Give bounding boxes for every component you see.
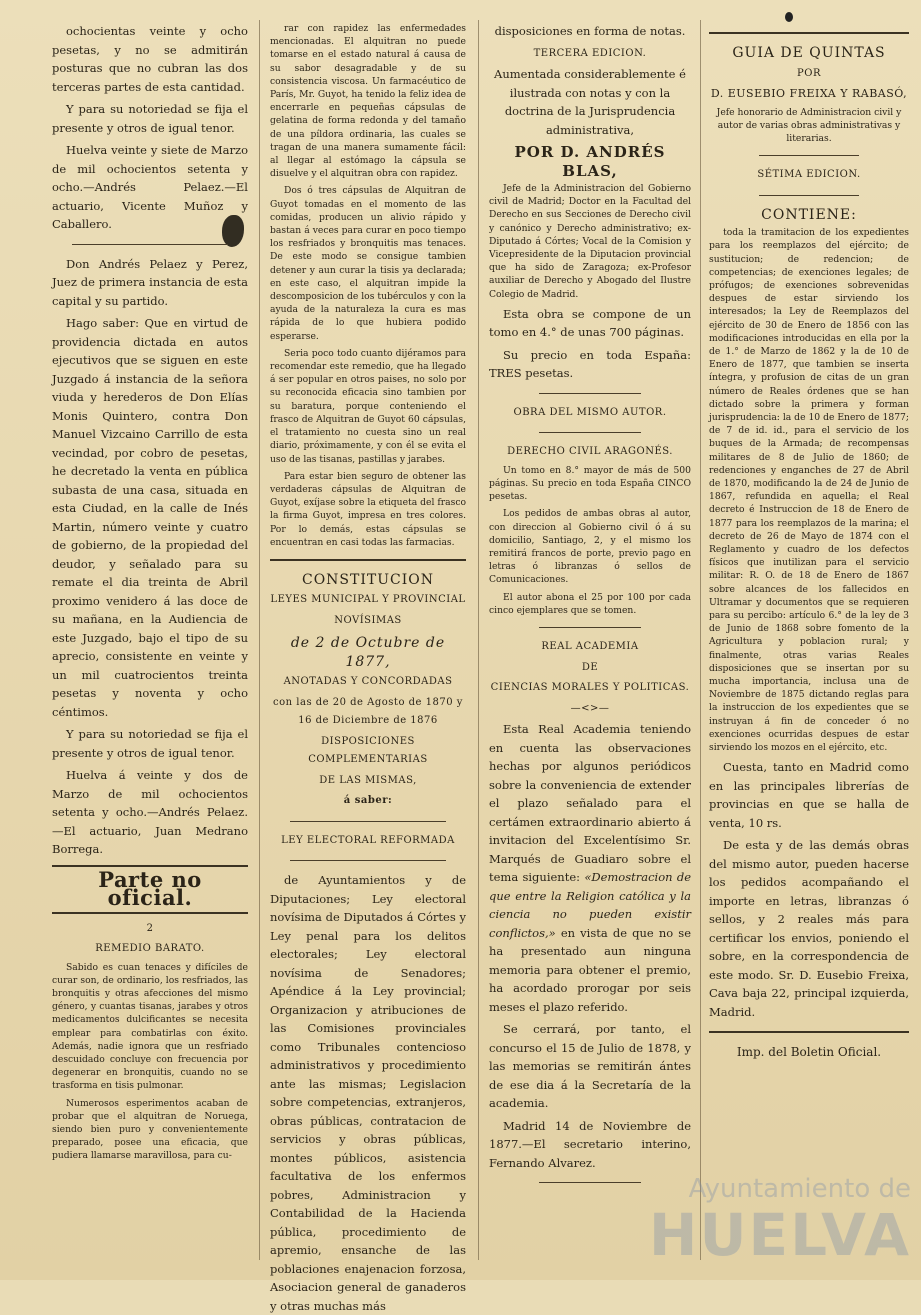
paragraph: de Ayuntamientos y de Diputaciones; Ley electoral novísima de Diputados á Córtes y Ley penal para los delitos electorales; Ley electoral novísima de Senadores; Apéndice á la Ley provincial; Organizacion y atribuciones de las Comisiones provinciales como Tribunales contencioso administrativos y procedimiento ante las mismas; Legislacion sobre competencias, extranjeros, obras públicas, contratacion de servicios y obras públicas, montes públicos, asistencia facultativa de los enfermos pobres, Administracion y Contabilidad de la Hacienda pública, procedimiento de apremio, ensanche de las poblaciones enajenacion forzosa, Asociacion general de ganaderos y otras muchas más (270, 873, 466, 1313)
ad-title: GUIA DE QUINTAS (732, 45, 886, 61)
ad-subtitle: LEY ELECTORAL REFORMADA (281, 834, 455, 846)
paragraph: Dos ó tres cápsulas de Alquitran de Guyot tomadas en el momento de las comidas, producen un alivio rápido y bastan á veces para curar en poco tiempo los resfriados y bronquitis mas tenaces. De este modo se consigue tambien detener y aun curar la tisis ya declarada; en este caso, el alquitran impide la descomposicion de los tubérculos y con la ayuda de la naturaleza la cura es mas rápida de lo que hubiera podido esperarse. (270, 185, 466, 342)
subheading: DE (581, 661, 599, 673)
ad-title: CONSTITUCION (301, 571, 434, 588)
paragraph: Numerosos esperimentos acaban de probar que el alquitran de Noruega, siendo bien puro y convenientemente preparado, posee una eficacia, que pudiera llamarse maravillosa, para cu- (52, 1097, 248, 1162)
article-number: 2 (146, 922, 154, 934)
paragraph: Y para su notoriedad se fija el presente y otros de igual tenor. (52, 727, 248, 760)
paragraph: Para estar bien seguro de obtener las verdaderas cápsulas de Alquitran de Guyot, exíjase sobre la etiqueta del frasco la firma Guyot, impresa en tres colores. Por lo demás, estas cápsulas se encuentran en casi todas las farmacias. (270, 470, 466, 548)
divider (270, 559, 466, 561)
paragraph: Cuesta, tanto en Madrid como en las principales librerías de provincias en que se halla de venta, 10 rs. (709, 760, 909, 830)
ad-subtitle: á saber: (343, 795, 393, 807)
edition: TERCERA EDICION. (533, 47, 647, 59)
column-2 (270, 22, 466, 1313)
paragraph: rar con rapidez las enfermedades mencionadas. El alquitran no puede tomarse en el estado natural á causa de su sabor desagradable y de su consistencia viscosa. Un farmacéutico de París, Mr. Guyot, ha tenido la feliz idea de encerrarle en pequeñas cápsulas de gelatina de forma redonda y del tamaño de una píldora ordinaria, las cuales se tragan de una manera sumamente fácil: al llegar al estómago la cápsula se disuelve y el alquitran obra con rapidez. (270, 23, 466, 180)
divider (759, 195, 859, 196)
column-rule (478, 20, 479, 1260)
ad-subtitle: DISPOSICIONES COMPLEMENTARIAS (308, 735, 428, 766)
divider (290, 821, 446, 822)
paragraph: Don Andrés Pelaez y Perez, Juez de primera instancia de esta capital y su partido. (52, 256, 248, 308)
paragraph: disposiciones en forma de notas. (494, 24, 686, 38)
quote: «Demostracion de que entre la Religion católica y la ciencia no pueden existir conflictos,» (489, 870, 692, 940)
divider (709, 1031, 909, 1033)
ink-dot (785, 12, 793, 22)
paragraph: El autor abona el 25 por 100 por cada cinco ejemplares que se tomen. (489, 591, 691, 616)
subheading: REAL ACADEMIA (541, 641, 639, 653)
paragraph: toda la tramitacion de los expedientes para los reemplazos del ejército; de sustitucion; de redencion; de competencias; de exenciones legales; de prófugos; de exenciones sobrevenidas despues de estar sirviendo los interesados; la Ley de Reemplazos del ejército de 30 de Enero de 1856 con las modificaciones introducidas en ella por la de 1.° de Marzo de 1862 y la de 10 de Enero de 1877, que tambien se inserta íntegra, y profusion de citas de un gran número de Reales órdenes que se han dictado sobre la primera y forman jurisprudencia: la de 10 de Enero de 1877; de 7 de id. id., para el servicio de los buques de la Armada; de recompensas militares de 8 de Julio de 1860; de redenciones y enganches de 27 de Abril de 1870, modificando la de 24 de Junio de 1867, refundida en aquella; el Real decreto é Instruccion de 18 de Enero de 1877 para los reemplazos de la marina; el decreto de 26 de Mayo de 1874 con el Reglamento y cuadro de los defectos físicos que inutilizan para el servicio militar: R. O. de 18 de Enero de 1867 sobre alcances de los fallecidos en Ultramar y documentos que se requieren para su percibo: artículo 6.° de la ley de 3 de Junio de 1868 sobre fomento de la Agricultura y poblacion rural; y finalmente, otras varias Reales disposiciones que se insertan por su mucha importancia, inclusa una de Noviembre de 1875 dictando reglas para la instruccion de los expedientes que se instruyan á fin de conceder ó no exenciones ocurridas despues de estar sirviendo los mozos en el ejército, etc. (709, 227, 909, 754)
divider (539, 432, 641, 433)
author-name: POR D. ANDRÉS BLAS, (514, 143, 666, 180)
ornament: —<>— (570, 702, 610, 714)
subheading: CIENCIAS MORALES Y POLITICAS. (490, 682, 690, 694)
watermark-line: HUELVA (648, 1201, 911, 1269)
paragraph: Huelva veinte y siete de Marzo de mil ochocientos setenta y ocho.—Andrés Pelaez.—El actuario, Vicente Muñoz y Caballero. (52, 143, 248, 231)
paragraph: Los pedidos de ambas obras al autor, con direccion al Gobierno civil ó á su domicilio, Santiago, 2, y el mismo los remitirá francos de porte, previo pago en letras ó libranzas ó sellos de Comunicaciones. (489, 508, 691, 586)
paragraph: Un tomo en 8.° mayor de más de 500 páginas. Su precio en toda España CINCO pesetas. (489, 464, 691, 503)
column-rule (700, 20, 701, 1260)
ad-subtitle: ANOTADAS Y CONCORDADAS (283, 676, 453, 688)
ad-subtitle: con las de 20 de Agosto de 1870 y 16 de Diciembre de 1876 (273, 696, 463, 727)
ad-date: de 2 de Octubre de 1877, (290, 635, 446, 670)
paragraph: Hago saber: Que en virtud de providencia dictada en autos ejecutivos que se siguen en este Juzgado á instancia de la señora viuda y herederos de Don Elías Monis Quintero, contra Don Manuel Vizcaino Carrillo de esta vecindad, por cobro de pesetas, he decretado la venta en pública subasta de una casa, situada en esta Ciudad, en la calle de Inés Martin, número veinte y cuatro de gobierno, de la propiedad del deudor, y señalado para su remate el dia treinta de Abril proximo venidero á las doce de su mañana, en la Audiencia de este Juzgado, bajo el tipo de su aprecio, consistente en veinte y un mil cuatrocientos treinta pesetas y noventa y ocho céntimos. (52, 316, 248, 719)
divider (290, 860, 446, 861)
ad-subtitle: DE LAS MISMAS, (319, 774, 417, 786)
divider (72, 244, 228, 245)
paragraph: Seria poco todo cuanto dijéramos para recomendar este remedio, que ha llegado á ser popular en otros paises, no solo por su reconocida eficacia sino tambien por su baratura, porque conteniendo el frasco de Alquitran de Guyot 60 cápsulas, el tratamiento no cuesta sino un real diario, próximamente, y con él se evita el uso de las tisanas, pastillas y jarabes. (270, 347, 466, 465)
edition: SÉTIMA EDICION. (757, 169, 861, 181)
divider (709, 32, 909, 34)
divider (539, 393, 641, 394)
paragraph (489, 720, 691, 1016)
text: Esta Real Academia teniendo en cuenta las observaciones hechas por algunos periódicos sobre la conveniencia de extender el plazo señalado para el certámen extraordinario abierto á invitacion del Excelentísimo Sr. Marqués de Guadiaro sobre el tema siguiente: (489, 722, 691, 885)
contents-heading: CONTIENE: (761, 206, 857, 223)
author-name: D. EUSEBIO FREIXA Y RABASÓ, (710, 87, 908, 100)
section-heading: Parte no oficial. (52, 865, 248, 914)
paragraph: Jefe honorario de Administracion civil y autor de varias obras administrativas y literarias. (716, 106, 902, 144)
paragraph: Su precio en toda España: TRES pesetas. (489, 347, 691, 381)
paragraph: Madrid 14 de Noviembre de 1877.—El secretario interino, Fernando Alvarez. (489, 1118, 691, 1170)
subheading: OBRA DEL MISMO AUTOR. (513, 406, 667, 418)
divider (759, 155, 859, 156)
paragraph: Huelva á veinte y dos de Marzo de mil ochocientos setenta y ocho.—Andrés Pelaez.—El actuario, Juan Medrano Borrega. (52, 768, 248, 856)
paragraph: Se cerrará, por tanto, el concurso el 15 de Julio de 1878, y las memorias se remitirán ántes de ese dia á la Secretaría de la academia. (489, 1022, 691, 1111)
article-title: REMEDIO BARATO. (95, 943, 205, 954)
paragraph: Aumentada considerablemente é ilustrada con notas y con la doctrina de la Jurisprudencia administrativa, (494, 67, 686, 137)
paragraph: Y para su notoriedad se fija el presente y otros de igual tenor. (52, 102, 248, 135)
column-4 (709, 22, 909, 1260)
paragraph: Jefe de la Administracion del Gobierno civil de Madrid; Doctor en la Facultad del Derecho en sus Secciones de Derecho civil y canónico y Derecho administrativo; ex-Diputado á Córtes; Vocal de la Comision y Vicepresidente de la Diputacion provincial que ha sido de Zaragoza; ex-Profesor auxiliar de Derecho y Abogado del Ilustre Colegio de Madrid. (489, 183, 691, 300)
ad-por: POR (797, 67, 821, 79)
ad-subtitle: LEYES MUNICIPAL Y PROVINCIAL (270, 594, 466, 606)
subheading: DERECHO CIVIL ARAGONÉS. (507, 446, 673, 458)
ad-subtitle: NOVÍSIMAS (334, 614, 402, 626)
column-3 (489, 22, 691, 1260)
column-rule (259, 20, 260, 1260)
text: en vista de que no se ha presentado aun ninguna memoria para obtener el premio, ha acordado prorogar por seis meses el plazo referido. (489, 925, 691, 1014)
watermark-line: Ayuntamiento de (688, 1174, 911, 1204)
column-1 (52, 22, 248, 1260)
printer-imprint: Imp. del Boletin Oficial. (736, 1045, 882, 1060)
paragraph: Sabido es cuan tenaces y difíciles de curar son, de ordinario, los resfriados, las bronquitis y otras afecciones del mismo género, y cuantas tisanas, jarabes y otros medicamentos dulcificantes se necesita emplear para combatirlas con éxito. Además, nadie ignora que un resfriado descuidado concluye con frecuencia por degenerar en bronquitis, cuando no se trasforma en tisis pulmonar. (52, 961, 248, 1092)
paragraph: Esta obra se compone de un tomo en 4.° de unas 700 páginas. (489, 306, 691, 340)
paragraph: ochocientas veinte y ocho pesetas, y no se admitirán posturas que no cubran las dos terceras partes de esta cantidad. (52, 24, 248, 94)
divider (539, 627, 641, 628)
divider (539, 1182, 641, 1183)
paragraph: De esta y de las demás obras del mismo autor, pueden hacerse los pedidos acompañando el importe en letras, libranzas ó sellos, y 2 reales más para certificar los envios, poniendo el sobre, en la correspondencia de este modo. Sr. D. Eusebio Freixa, Cava baja 22, principal izquierda, Madrid. (709, 838, 909, 1019)
